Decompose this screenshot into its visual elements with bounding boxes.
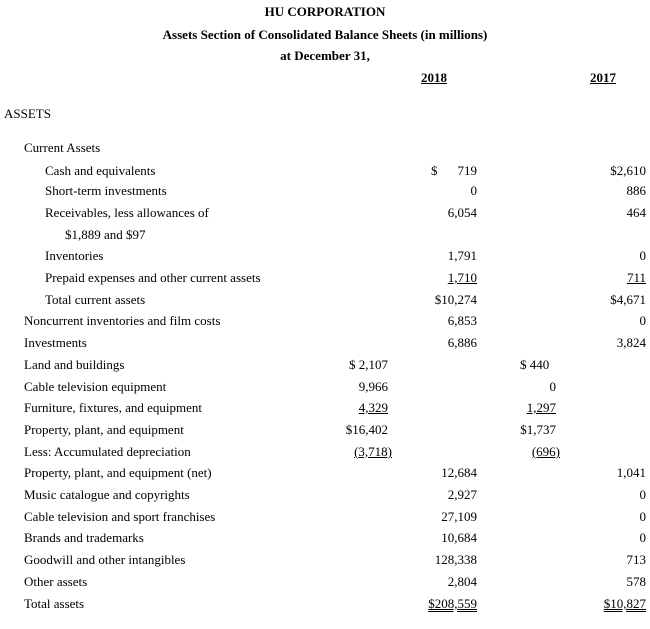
cell-goodwill-2018: 128,338 (434, 552, 477, 567)
row-label-accum-dep: Less: Accumulated depreciation (24, 444, 191, 459)
cell-furniture-2017: 1,297 (526, 400, 556, 415)
company-name: HU CORPORATION (264, 4, 386, 19)
cell-total-assets-2018: $208,559 (428, 596, 477, 611)
row-label-goodwill: Goodwill and other intangibles (24, 552, 186, 567)
cell-noncurrent-inv-2017: 0 (639, 313, 646, 328)
cell-st-investments-2018: 0 (470, 183, 477, 198)
column-header-2017: 2017 (590, 70, 616, 85)
row-label-st-investments: Short-term investments (45, 183, 167, 198)
cell-land-2017: $ 440 (520, 357, 550, 372)
cell-total-current-2018: $10,274 (434, 292, 477, 307)
cell-noncurrent-inv-2018: 6,853 (447, 313, 477, 328)
cell-accum-dep-2018: (3,718) (354, 444, 392, 459)
cell-cable-sport-2018: 27,109 (441, 509, 477, 524)
row-label-prepaid: Prepaid expenses and other current assets (45, 270, 261, 285)
cell-receivables-2018: 6,054 (447, 205, 477, 220)
row-label-brands: Brands and trademarks (24, 530, 144, 545)
cell-brands-2017: 0 (639, 530, 646, 545)
cell-other-2017: 578 (626, 574, 646, 589)
cell-inventories-2017: 0 (639, 248, 646, 263)
cell-goodwill-2017: 713 (626, 552, 646, 567)
cell-cable-equip-2018: 9,966 (358, 379, 388, 394)
statement-title: Assets Section of Consolidated Balance Sheets (in millions) (162, 27, 488, 42)
row-label-noncurrent-inv: Noncurrent inventories and film costs (24, 313, 221, 328)
cell-ppe-net-2018: 12,684 (441, 465, 477, 480)
cell-other-2018: 2,804 (447, 574, 477, 589)
cell-cash-2018: 719 (457, 163, 477, 178)
cell-cable-equip-2017: 0 (549, 379, 556, 394)
cell-receivables-2017: 464 (626, 205, 646, 220)
row-label-inventories: Inventories (45, 248, 104, 263)
row-label-furniture: Furniture, fixtures, and equipment (24, 400, 202, 415)
row-label-cable-equip: Cable television equipment (24, 379, 167, 394)
cell-accum-dep-2017: (696) (531, 444, 560, 459)
cell-furniture-2018: 4,329 (358, 400, 388, 415)
cell-investments-2018: 6,886 (447, 335, 477, 350)
cell-total-current-2017: $4,671 (610, 292, 646, 307)
row-label-cash: Cash and equivalents (45, 163, 156, 178)
cell-investments-2017: 3,824 (616, 335, 646, 350)
row-label-total-assets: Total assets (24, 596, 85, 611)
cell-ppe-net-2017: 1,041 (616, 465, 646, 480)
row-label-investments: Investments (24, 335, 87, 350)
cell-music-2018: 2,927 (447, 487, 477, 502)
cell-prepaid-2018: 1,710 (447, 270, 477, 285)
cell-inventories-2018: 1,791 (447, 248, 477, 263)
row-label-receivables: Receivables, less allowances of (45, 205, 209, 220)
cell-ppe-2017: $1,737 (520, 422, 556, 437)
cell-cash-2017: $2,610 (610, 163, 646, 178)
row-label-music: Music catalogue and copyrights (24, 487, 190, 502)
cell-cable-sport-2017: 0 (639, 509, 646, 524)
section-assets: ASSETS (4, 106, 51, 121)
row-label-ppe-net: Property, plant, and equipment (net) (24, 465, 212, 480)
row-label-ppe: Property, plant, and equipment (24, 422, 184, 437)
column-header-2018: 2018 (421, 70, 447, 85)
row-label-receivables-cont: $1,889 and $97 (65, 227, 146, 242)
cell-total-assets-2017: $10,827 (603, 596, 646, 611)
cell-cash-2018-symbol: $ (431, 163, 438, 178)
subsection-current-assets: Current Assets (24, 140, 101, 155)
cell-ppe-2018: $16,402 (345, 422, 388, 437)
cell-prepaid-2017: 711 (626, 270, 646, 285)
row-label-cable-sport: Cable television and sport franchises (24, 509, 216, 524)
cell-brands-2018: 10,684 (441, 530, 477, 545)
cell-land-2018: $ 2,107 (349, 357, 388, 372)
row-label-total-current: Total current assets (45, 292, 146, 307)
statement-date: at December 31, (280, 48, 370, 63)
row-label-land: Land and buildings (24, 357, 125, 372)
cell-music-2017: 0 (639, 487, 646, 502)
row-label-other: Other assets (24, 574, 88, 589)
cell-st-investments-2017: 886 (626, 183, 646, 198)
